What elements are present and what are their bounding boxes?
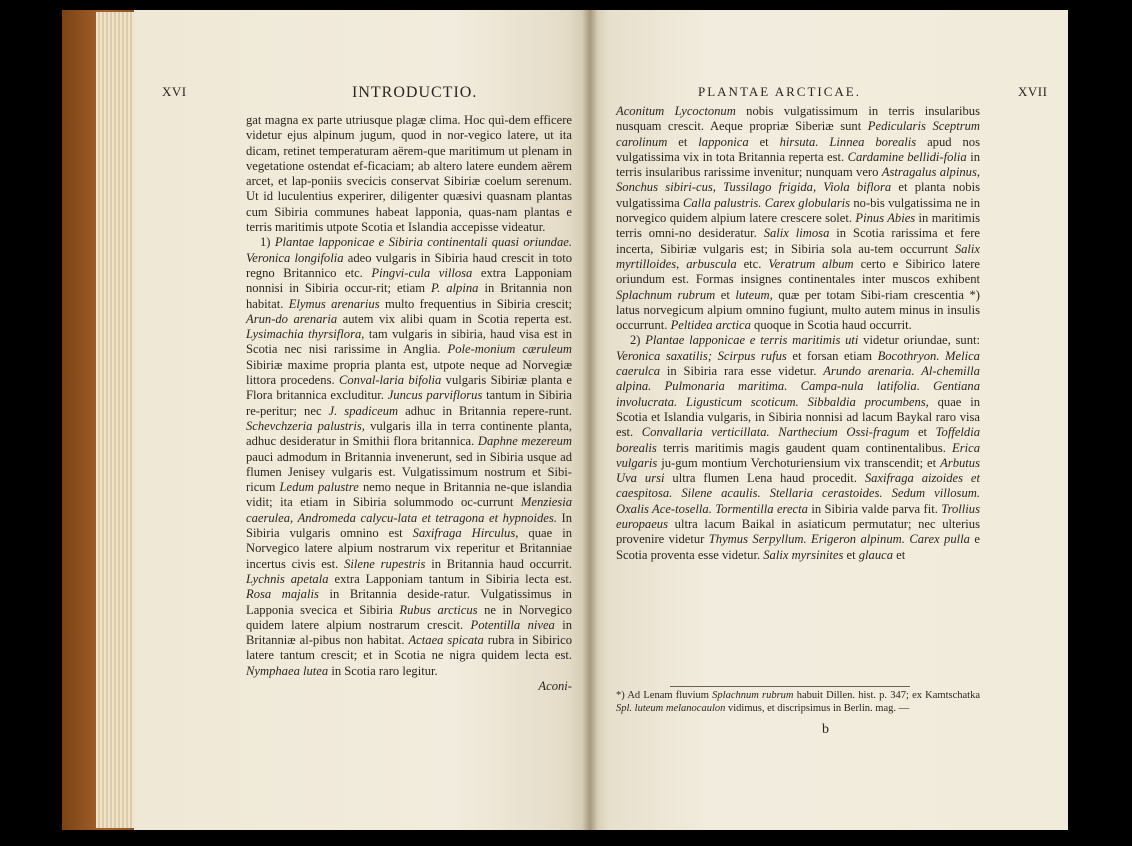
right-paragraph-1: Aconitum Lycoctonum nobis vulgatissimum in terris insularibus nusquam crescit. Aeque propriæ Siberiæ sunt Pedicularis Sceptrum carolinum et lapponica et hirsuta. Linnea borealis apud nos vulgatissima vix in tota Britannia reperta est. Cardamine bellidi-folia in terris insularibus rarissime invenitur; nunquam vero Astragalus alpinus, Sonchus sibiri-cus, Tussilago frigida, Viola biflora et planta nobis vulgatissima Calla palustris. Carex globularis no-bis vulgatissima ne in norvegico quidem alpium latere crescere solet. Pinus Abies in maritimis terris omni-no desideratur. Salix limosa in Scotia rarissima et fere incerta, Sibiriæ vulgaris est; in Sibiria sola au-tem occurrunt Salix myrtilloides, arbuscula etc. Veratrum album certo e Sibirico latere oriundum est. Formas insignes continentales inter muscos exhibent Splachnum rubrum et luteum, quæ per totam Sibi-riam crescentia *) latus norvegicum alpium omnino fugiunt, multo autem minus in insulis occurrunt. Peltidea arctica quoque in Scotia haud occurrit.: [616, 104, 981, 333]
left-page-number: XVI: [162, 84, 187, 99]
left-running-head: INTRODUCTIO.: [352, 84, 478, 101]
page-edges: [96, 12, 136, 828]
left-paragraph-1: gat magna ex parte utriusque plagæ clima. Hoc quì-dem efficere videtur ejus alpinum jugum, quod in nor-vegico latere, ut ita dicam, retinet temperaturam aërem-que maritimum ut plenam in vegetatione ostendat ef-ficaciam; ab altero latere eundem aërem arcet, et lap-poniis svecicis conservat Sibiriæ coelum serenum. Ut id luculentius experirer, diligenter quæsivi quasnam plantas cum Sibiria communes habeat lapponia, quas-nam plantas e terris maritimis utpote Scotia et Islandia accepisse videatur.: [246, 113, 572, 235]
right-page-number: XVII: [1018, 84, 1048, 99]
footnote: *) Ad Lenam fluvium Splachnum rubrum habuit Dillen. hist. p. 347; ex Kamtschatka Spl. luteum melanocaulon vidimus, et discripsimus in Berlin. mag. —: [616, 690, 980, 714]
open-book: [62, 10, 1070, 830]
left-page: [134, 10, 590, 830]
left-paragraph-2: 1) Plantae lapponicae e Sibiria continentali quasi oriundae. Veronica longifolia adeo vulgaris in Sibiria haud crescit in toto regno Britannico etc. Pingvi-cula villosa extra Lapponiam nonnisi in Sibiria occur-rit; etiam P. alpina in Britannia non habitat. Elymus arenarius multo frequentius in Sibiria crescit; Arun-do arenaria autem vix alibi quam in Scotia reperta est. Lysimachia thyrsiflora, tam vulgaris in sibiria, haud visa est in Scotia nec nisi rarissime in Anglia. Pole-monium cæruleum Sibiriæ maxime propria planta est, utpote neque ad Norvegiæ littora procedens. Conval-laria bifolia vulgaris Sibiriæ planta e Flora britannica excluditur. Juncus parviflorus tantum in Sibiria re-peritur; nec J. spadiceum adhuc in Britannia repere-runt. Schevchzeria palustris, vulgaris illa in terra continente planta, adhuc desideratur in Smithii flora britannica. Daphne mezereum pauci admodum in Britannia invenerunt, sed in Sibiria usque ad flumen Jenisey vulgaris est. Vulgatissimum nostrum et Sibi-ricum Ledum palustre nemo neque in Britannia ne-que islandia vidit; ita etiam in Sibiria solummodo oc-currunt Menziesia caerulea, Andromeda calycu-lata et tetragona et hypnoides. In Sibiria vulgaris omnino est Saxifraga Hirculus, quae in Norvegico latere alpium nostrarum vix reperitur et Britanniae incertus civis est. Silene rupestris in Britannia haud occurrit. Lychnis apetala extra Lapponiam tantum in Sibiria lecta est. Rosa majalis in Britannia deside-ratur. Vulgatissimus in Lapponia svecica et Sibiria Rubus arcticus ne in Norvegico quidem latere alpium nostrarum crescit. Potentilla nivea in Britanniæ al-pibus non habitat. Actaea spicata rubra in Sibirico latere tantum crescit; et in Scotia ne nigra quidem lecta est. Nymphaea lutea in Scotia raro legitur.: [246, 235, 573, 678]
left-body-text: [246, 113, 572, 694]
right-running-head: PLANTAE ARCTICAE.: [698, 84, 861, 99]
right-body-text: [616, 104, 980, 563]
right-paragraph-2: 2) Plantae lapponicae e terris maritimis uti videtur oriundae, sunt: Veronica saxatilis; Scirpus rufus et forsan etiam Bocothryon. Melica caerulca in Sibiria rara esse videtur. Arundo arenaria. Al-chemilla alpina. Pulmonaria maritima. Campa-nula latifolia. Gentiana involucrata. Ligusticum scoticum. Sibbaldia procumbens, quae in Scotia et Islandia vulgaris, in Sibiria nonnisi ad lacum Baykal raro visa est. Convallaria verticillata. Narthecium Ossi-fragum et Toffeldia borealis terris maritimis magis gaudent quam continentalibus. Erica vulgaris ju-gum montium Verchoturiensium vix transcendit; et Arbutus Uva ursi ultra flumen Lena haud procedit. Saxifraga aizoides et caespitosa. Silene acaulis. Stellaria cerastoides. Sedum villosum. Oxalis Ace-tosella. Tormentilla erecta in Sibiria valde parva fit. Trollius europaeus ultra lacum Baikal in asiaticum permutatur; nec ulterius provenire videtur Thymus Serpyllum. Erigeron alpinum. Carex pulla e Scotia proventa esse videtur. Salix myrsinites et glauca et: [616, 333, 981, 562]
right-page: [590, 10, 1068, 830]
signature-mark: b: [822, 722, 829, 737]
left-catchword: Aconi-: [538, 678, 572, 693]
book-gutter: [582, 10, 598, 830]
footnote-rule: [670, 686, 910, 687]
